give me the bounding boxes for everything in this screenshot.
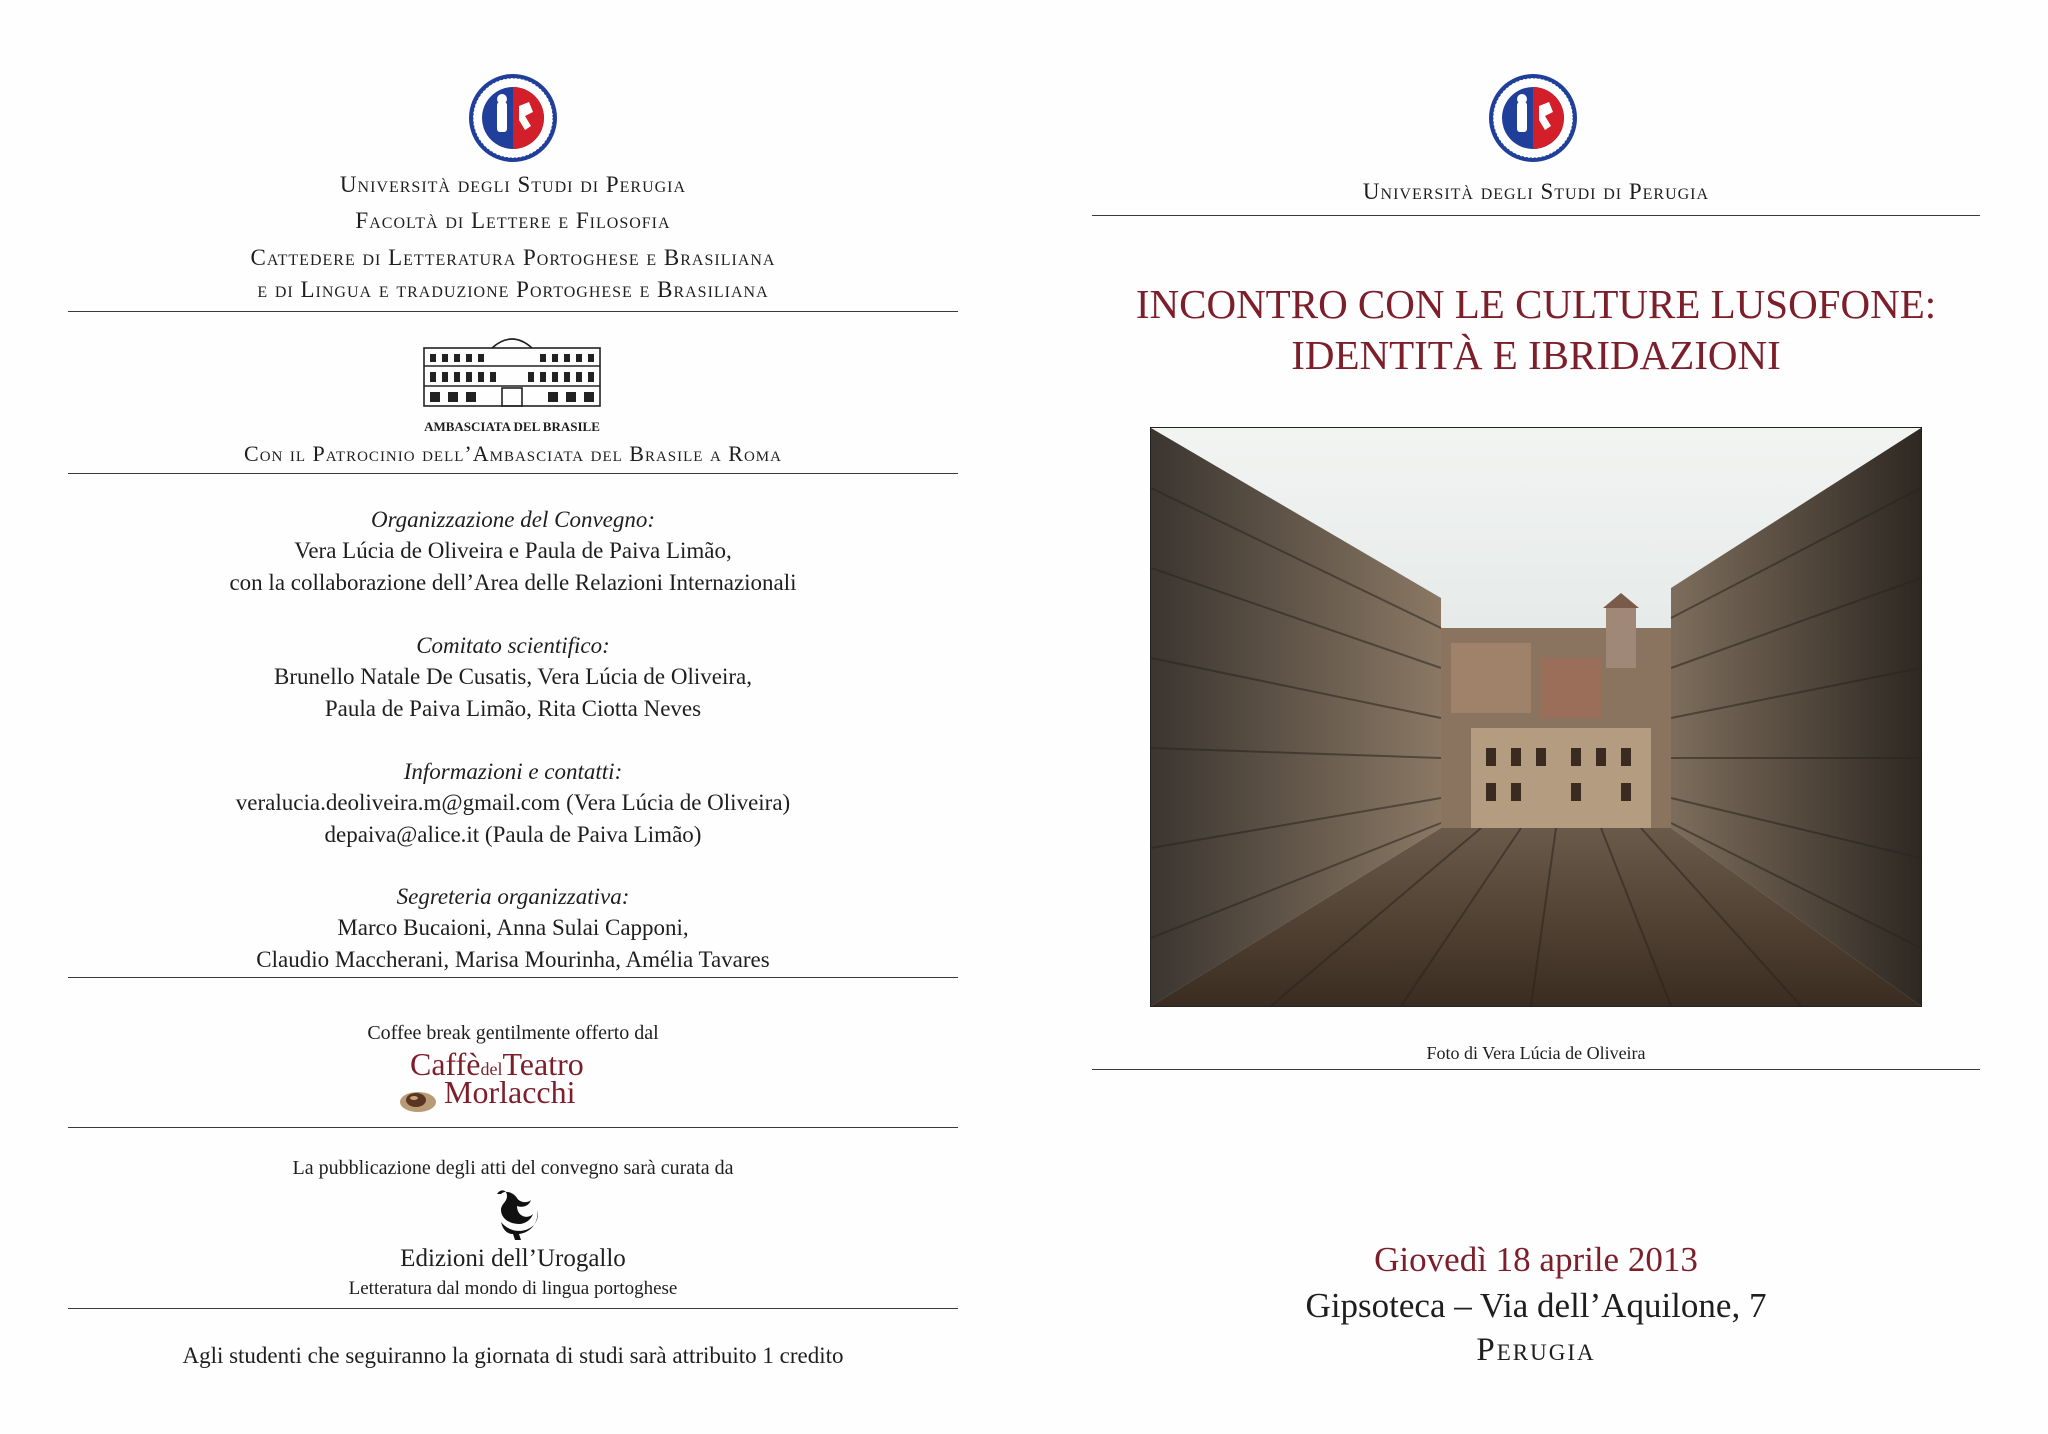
header-faculty: Facoltà di Lettere e Filosofia (355, 208, 671, 233)
publisher-name: Edizioni dell’Urogallo (400, 1245, 626, 1272)
event-date: Giovedì 18 aprile 2013 (1374, 1240, 1698, 1279)
cafe-logo-word: Teatro (502, 1046, 584, 1082)
divider (68, 311, 958, 312)
photo-caption: Foto di Vera Lúcia de Oliveira (1426, 1043, 1646, 1063)
event-venue: Gipsoteca – Via dell’Aquilone, 7 (1305, 1286, 1767, 1325)
coffee-cup-icon (398, 1088, 442, 1114)
university-seal-icon (1487, 72, 1579, 164)
embassy-logo-label: AMBASCIATA DEL BRASILE (424, 419, 600, 434)
cafe-logo-word: del (480, 1059, 503, 1079)
event-title-line1: INCONTRO CON LE CULTURE LUSOFONE: (1135, 281, 1937, 327)
rooster-icon (487, 1186, 543, 1242)
header-chair-line2: e di Lingua e traduzione Portoghese e Brasiliana (257, 277, 769, 302)
event-title-line2: IDENTITÀ E IBRIDAZIONI (1291, 332, 1781, 378)
organization-heading: Organizzazione del Convegno: (370, 507, 656, 532)
publisher-tagline: Letteratura dal mondo di lingua portoghese (348, 1278, 678, 1299)
coffee-break-text: Coffee break gentilmente offerto dal (367, 1022, 659, 1044)
header-chair-line1: Cattedere di Letteratura Portoghese e Brasiliana (250, 245, 776, 270)
divider (1092, 215, 1980, 216)
secretariat-line: Marco Bucaioni, Anna Sulai Capponi, (337, 915, 689, 940)
university-name: Università degli Studi di Perugia (1362, 179, 1710, 204)
secretariat-line: Claudio Maccherani, Marisa Mourinha, Amélia Tavares (256, 947, 770, 972)
cafe-logo-word: Caffè (410, 1046, 481, 1082)
secretariat-heading: Segreteria organizzativa: (396, 884, 630, 909)
divider (68, 977, 958, 978)
divider (68, 1127, 958, 1128)
cafe-logo-name: Morlacchi (444, 1074, 576, 1110)
event-photo (1150, 427, 1922, 1007)
organization-line: Vera Lúcia de Oliveira e Paula de Paiva Limão, (294, 538, 732, 563)
divider (1092, 1069, 1980, 1070)
contact-line: depaiva@alice.it (Paula de Paiva Limão) (324, 822, 702, 847)
contacts-heading: Informazioni e contatti: (403, 759, 623, 784)
committee-line: Brunello Natale De Cusatis, Vera Lúcia de Oliveira, (274, 664, 752, 689)
contact-line: veralucia.deoliveira.m@gmail.com (Vera Lúcia de Oliveira) (235, 790, 791, 815)
publication-text: La pubblicazione degli atti del convegno sarà curata da (292, 1157, 734, 1179)
embassy-building-icon (412, 330, 612, 412)
committee-heading: Comitato scientifico: (416, 633, 610, 658)
organization-line: con la collaborazione dell’Area delle Relazioni Internazionali (229, 570, 797, 595)
divider (68, 473, 958, 474)
event-city: Perugia (1476, 1332, 1596, 1368)
patronage-text: Con il Patrocinio dell’Ambasciata del Brasile a Roma (244, 441, 782, 466)
credit-note: Agli studenti che seguiranno la giornata di studi sarà attribuito 1 credito (182, 1343, 844, 1368)
divider (68, 1308, 958, 1309)
right-panel (1092, 0, 1980, 1434)
cafe-logo (398, 1046, 668, 1114)
header-university: Università degli Studi di Perugia (339, 172, 687, 197)
left-panel (68, 0, 958, 1434)
committee-line: Paula de Paiva Limão, Rita Ciotta Neves (324, 696, 702, 721)
embassy-logo (412, 330, 612, 434)
university-seal-icon (467, 72, 559, 164)
